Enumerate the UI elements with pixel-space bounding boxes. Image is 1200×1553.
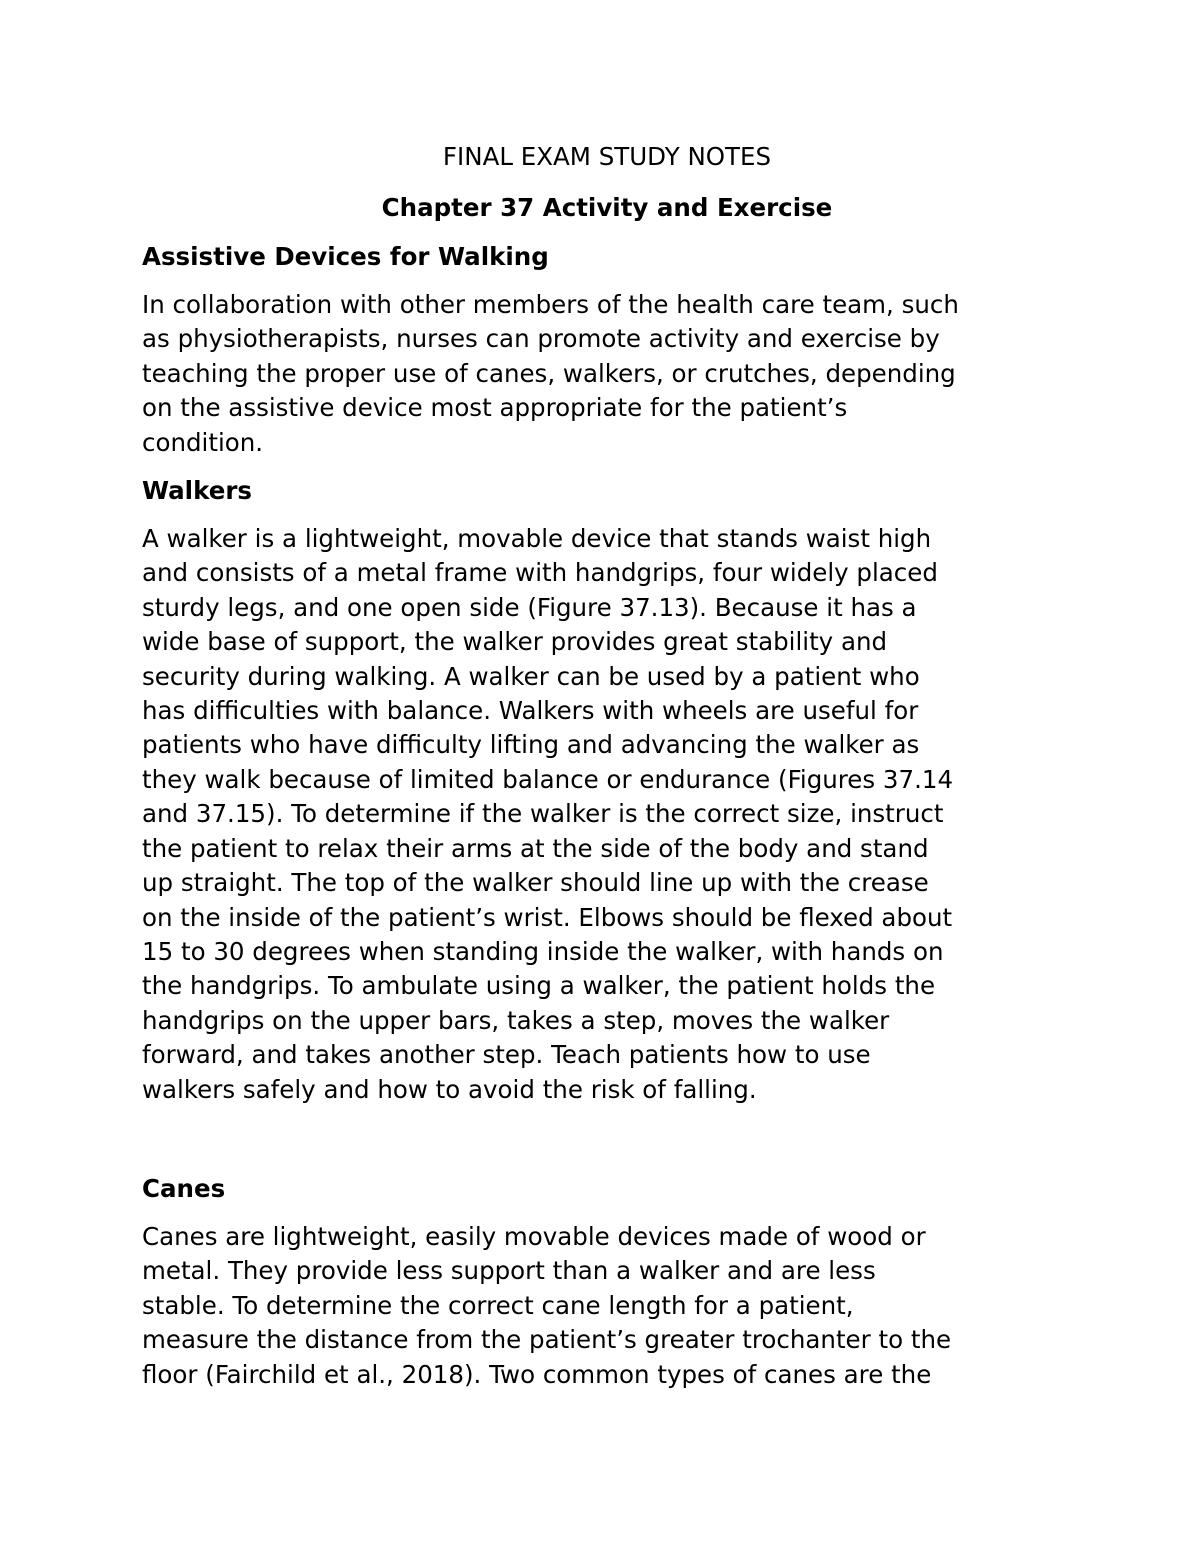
text-line: A walker is a lightweight, movable device that stands waist high <box>142 524 932 554</box>
text-line: has difficulties with balance. Walkers with wheels are useful for <box>142 696 919 726</box>
text-line: walkers safely and how to avoid the risk of falling. <box>142 1074 757 1104</box>
text-line: wide base of support, the walker provides great stability and <box>142 627 888 657</box>
text-line: floor (Fairchild et al., 2018). Two common types of canes are the <box>142 1359 932 1389</box>
text-line: stable. To determine the correct cane length for a patient, <box>142 1290 854 1320</box>
section-canes <box>142 1172 1072 1392</box>
section-heading: Assistive Devices for Walking <box>142 242 549 271</box>
section-walkers <box>142 474 1072 1107</box>
text-line: sturdy legs, and one open side (Figure 37.13). Because it has a <box>142 592 917 622</box>
section-assistive-devices <box>142 240 1072 460</box>
text-line: as physiotherapists, nurses can promote activity and exercise by <box>142 324 940 354</box>
text-line: In collaboration with other members of the health care team, such <box>142 290 959 319</box>
text-line: on the inside of the patient’s wrist. Elbows should be flexed about <box>142 902 953 932</box>
text-line: and consists of a metal frame with handgrips, four widely placed <box>142 558 938 588</box>
paragraph <box>142 288 1072 460</box>
section-heading: Walkers <box>142 476 252 506</box>
text-line: teaching the proper use of canes, walkers, or crutches, depending <box>142 358 956 388</box>
blank-line <box>142 1121 1072 1172</box>
text-line: patients who have difficulty lifting and advancing the walker as <box>142 730 920 760</box>
text-line: on the assistive device most appropriate for the patient’s <box>142 393 848 423</box>
document-title: FINAL EXAM STUDY NOTES <box>442 142 772 171</box>
chapter-title: Chapter 37 Activity and Exercise <box>381 193 833 222</box>
text-line: 15 to 30 degrees when standing inside the walker, with hands on <box>142 936 944 966</box>
text-line: the handgrips. To ambulate using a walker, the patient holds the <box>142 971 936 1001</box>
document-page <box>142 140 1072 1406</box>
section-heading: Canes <box>142 1173 226 1203</box>
text-line: handgrips on the upper bars, takes a step, moves the walker <box>142 1005 890 1035</box>
text-line: Canes are lightweight, easily movable devices made of wood or <box>142 1221 926 1251</box>
text-line: the patient to relax their arms at the side of the body and stand <box>142 833 929 863</box>
text-line: measure the distance from the patient’s greater trochanter to the <box>142 1325 952 1355</box>
text-line: condition. <box>142 427 264 457</box>
text-line: and 37.15). To determine if the walker is the correct size, instruct <box>142 799 944 829</box>
text-line: security during walking. A walker can be used by a patient who <box>142 661 920 691</box>
paragraph <box>142 522 1072 1107</box>
text-line: up straight. The top of the walker should line up with the crease <box>142 868 929 898</box>
text-line: forward, and takes another step. Teach patients how to use <box>142 1040 871 1070</box>
paragraph <box>142 1220 1072 1392</box>
text-line: they walk because of limited balance or endurance (Figures 37.14 <box>142 764 954 794</box>
text-line: metal. They provide less support than a walker and are less <box>142 1256 876 1286</box>
